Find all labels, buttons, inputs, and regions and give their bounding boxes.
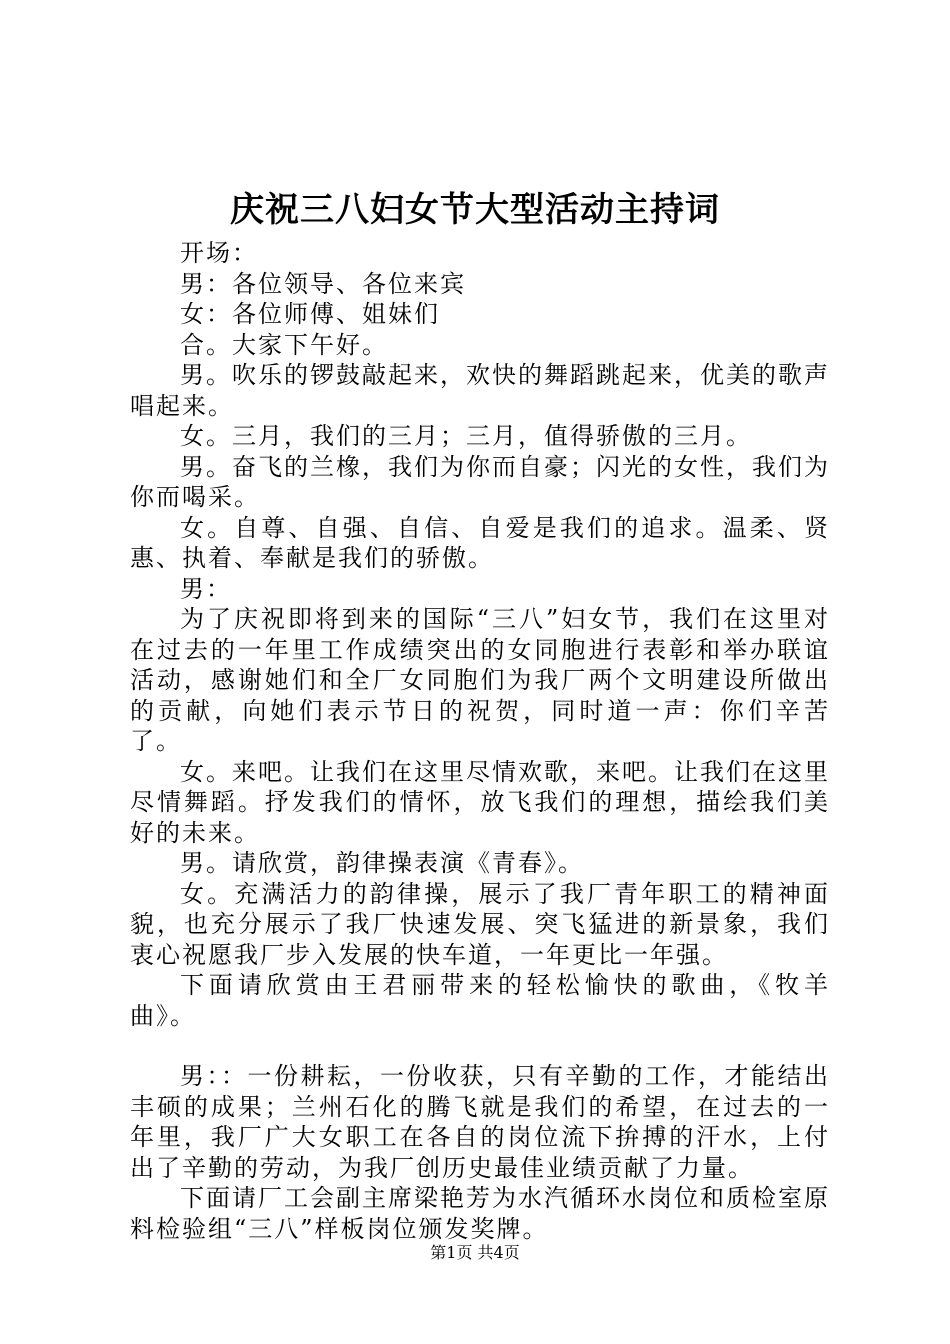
paragraph: 女：各位师傅、姐妹们 <box>180 300 440 328</box>
paragraph: 男。吹乐的锣鼓敲起来，欢快的舞蹈跳起来，优美的歌声唱起来。 <box>130 361 830 420</box>
paragraph: 合。大家下午好。 <box>180 330 388 359</box>
paragraph: 男。奋飞的兰橡，我们为你而自豪；闪光的女性，我们为你而喝采。 <box>130 452 830 511</box>
paragraph: 男：各位领导、各位来宾 <box>180 269 466 298</box>
paragraph: 女。三月，我们的三月；三月，值得骄傲的三月。 <box>180 422 752 450</box>
paragraph: 女。自尊、自强、自信、自爱是我们的追求。温柔、贤惠、执着、奉献是我们的骄傲。 <box>130 513 830 572</box>
page-footer: 第1页 共4页 <box>430 1243 520 1262</box>
paragraph: 女。充满活力的韵律操，展示了我厂青年职工的精神面貌，也充分展示了我厂快速发展、突飞猛进的新景象，我们衷心祝愿我厂步入发展的快车道，一年更比一年强。 <box>130 879 830 969</box>
paragraph: 男。请欣赏，韵律操表演《青春》。 <box>180 849 584 877</box>
paragraph: 男： <box>180 574 232 603</box>
paragraph: 下面请厂工会副主席梁艳芳为水汽循环水岗位和质检室原料检验组“三八”样板岗位颁发奖牌。 <box>130 1184 830 1243</box>
paragraph: 下面请欣赏由王君丽带来的轻松愉快的歌曲，《牧羊曲》。 <box>130 971 830 1030</box>
paragraph: 女。来吧。让我们在这里尽情欢歌，来吧。让我们在这里尽情舞蹈。抒发我们的情怀，放飞我们的理想，描绘我们美好的未来。 <box>130 757 830 847</box>
paragraph: 开场： <box>180 239 258 267</box>
paragraph: 为了庆祝即将到来的国际“三八”妇女节，我们在这里对在过去的一年里工作成绩突出的女同胞进行表彰和举办联谊活动，感谢她们和全厂女同胞们为我厂两个文明建设所做出的贡献，向她们表示节日的祝贺，同时道一声：你们辛苦了。 <box>130 605 830 755</box>
paragraph: 男：：一份耕耘，一份收获，只有辛勤的工作，才能结出丰硕的成果；兰州石化的腾飞就是我们的希望，在过去的一年里，我厂广大女职工在各自的岗位流下拚搏的汗水，上付出了辛勤的劳动，为我厂创历史最佳业绩贡献了力量。 <box>130 1062 830 1182</box>
document-body <box>130 238 830 1244</box>
document-title: 庆祝三八妇女节大型活动主持词 <box>230 190 720 230</box>
